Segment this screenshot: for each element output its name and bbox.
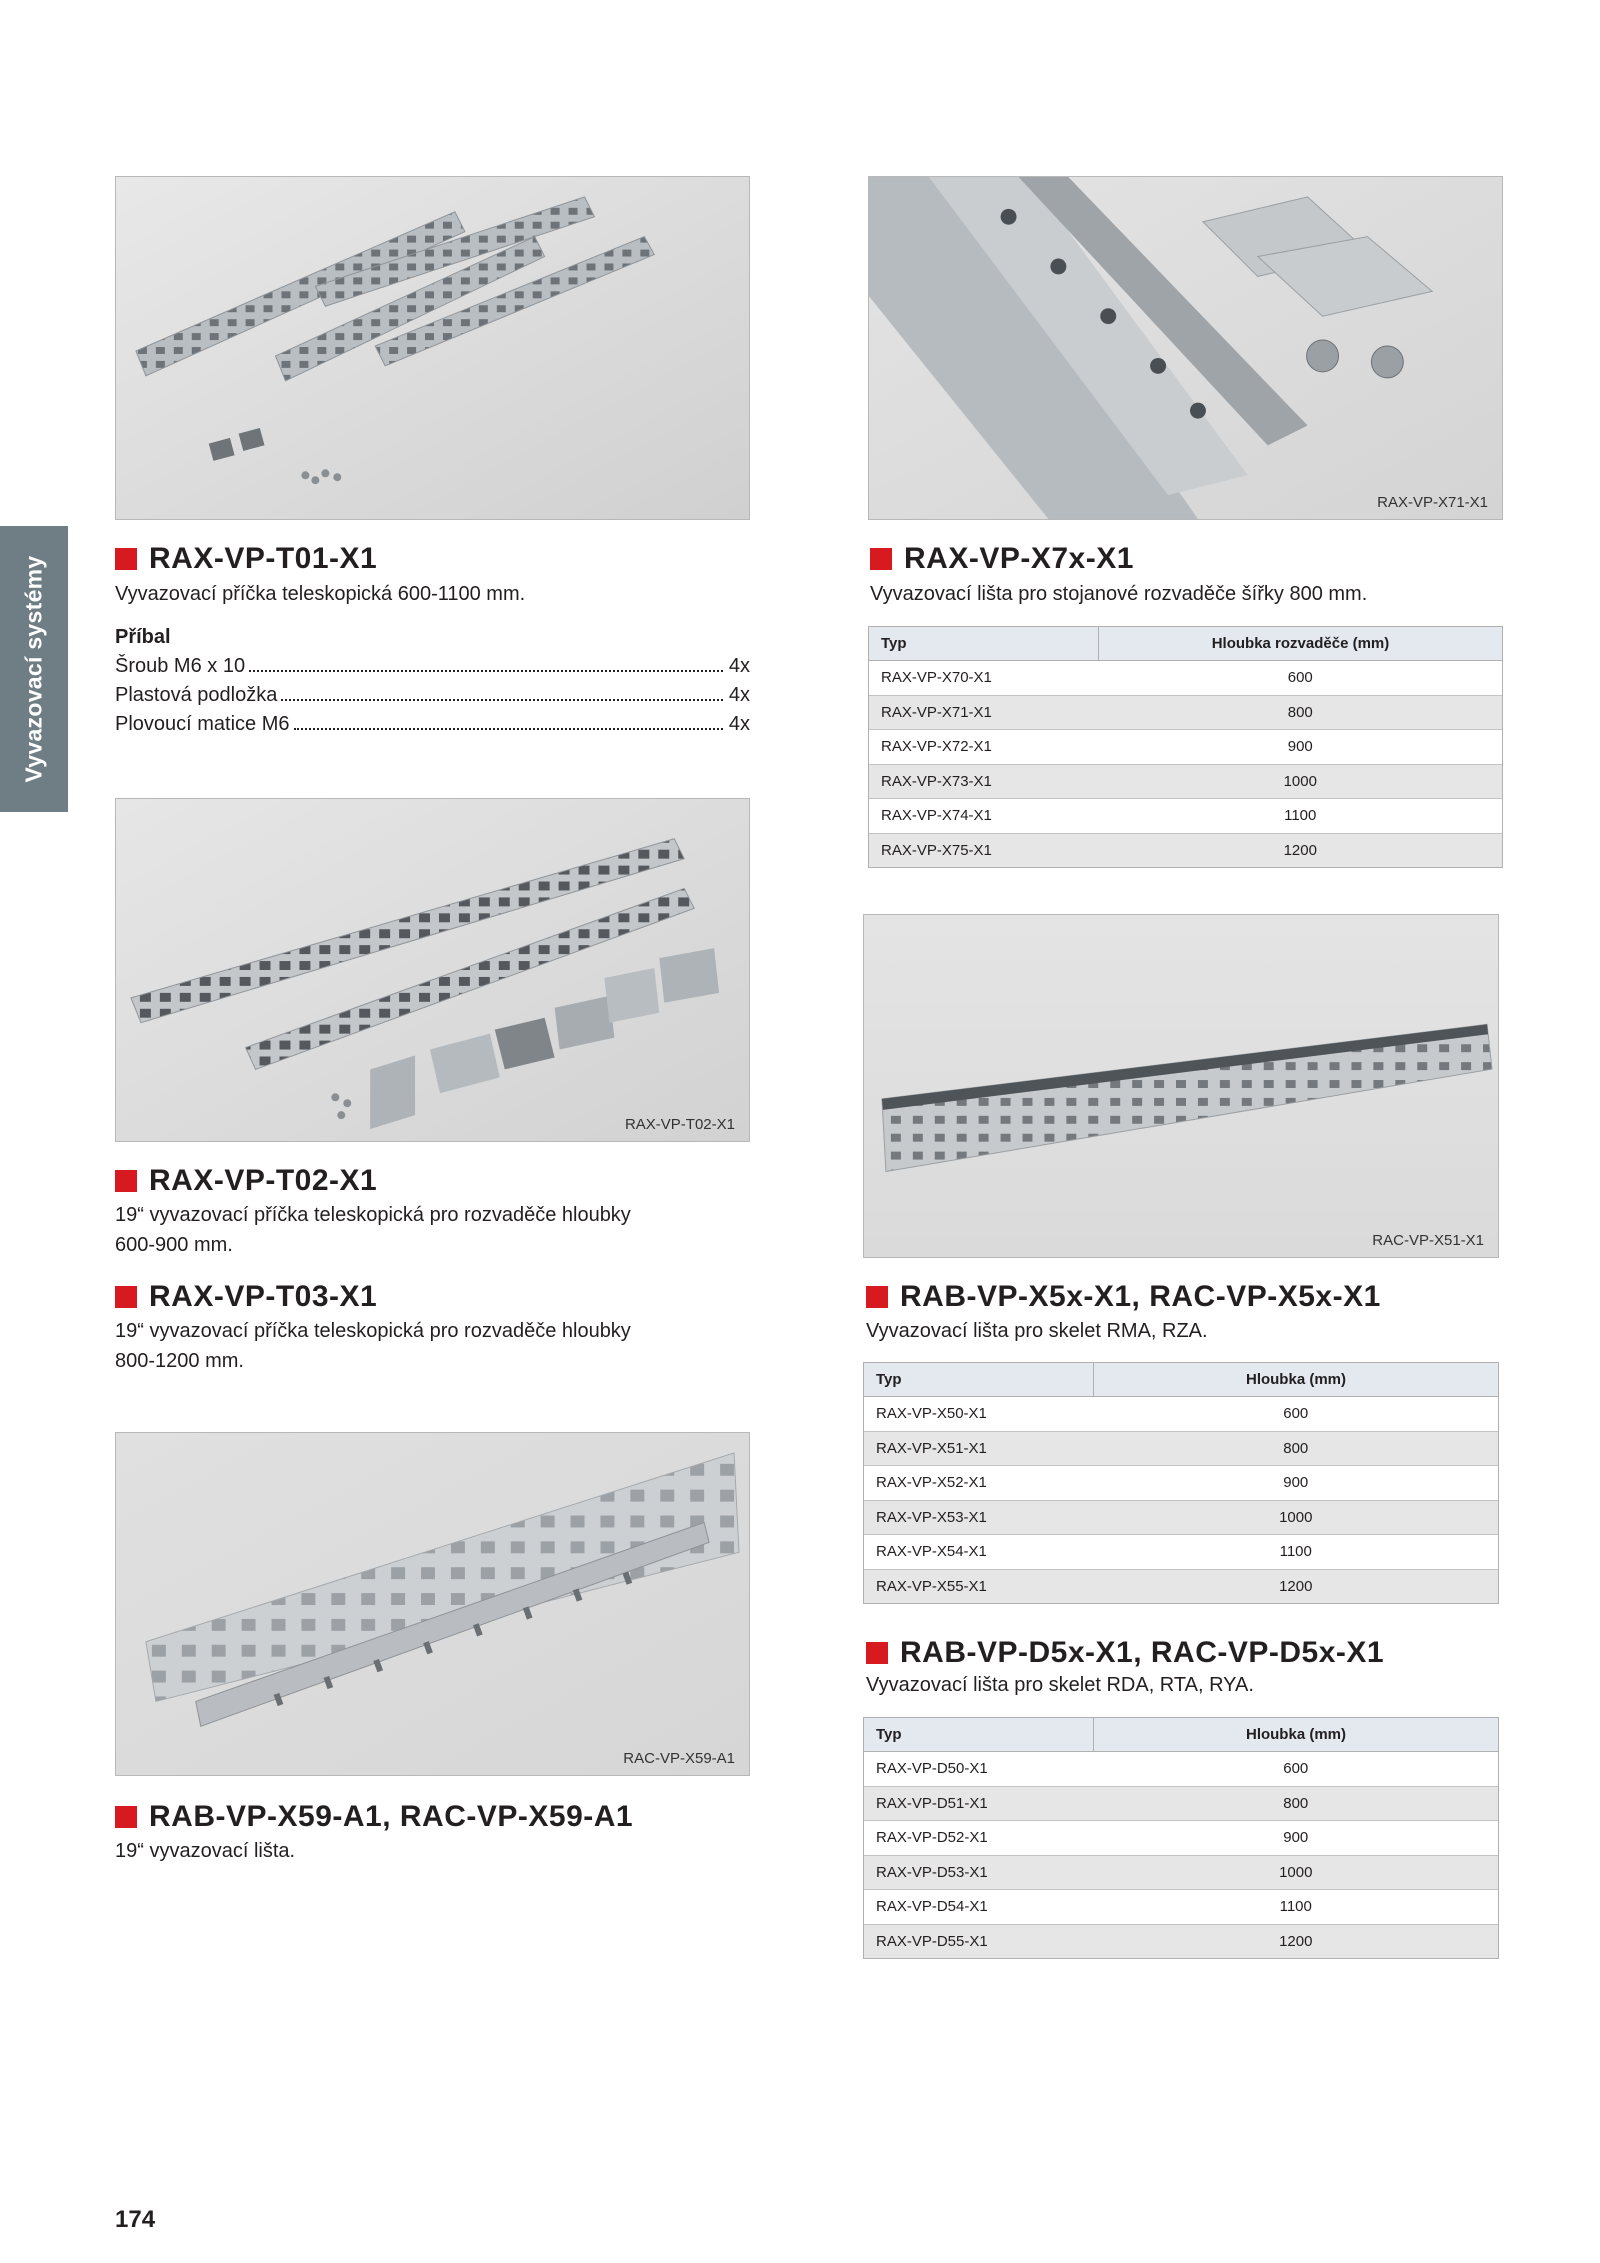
column-header: Typ xyxy=(864,1718,1094,1752)
table-row: RAX-VP-X74-X1 1100 xyxy=(869,799,1503,834)
section-title-x7x: RAX-VP-X7x-X1 xyxy=(870,538,1134,580)
page-number: 174 xyxy=(115,2206,156,2233)
section-desc-x59: 19“ vyvazovací lišta. xyxy=(115,1840,296,1862)
list-item: Plovoucí matice M6 4x xyxy=(115,713,750,735)
red-square-icon xyxy=(115,1170,137,1192)
image-caption: RAC-VP-X59-A1 xyxy=(623,1750,735,1767)
table-row: RAX-VP-X70-X1 600 xyxy=(869,661,1503,696)
product-image-x59 xyxy=(115,1432,750,1776)
section-desc-t01: Vyvazovací příčka teleskopická 600-1100 mm. xyxy=(115,583,526,605)
product-image-t01 xyxy=(115,176,750,520)
section-title-x5x: RAB-VP-X5x-X1, RAC-VP-X5x-X1 xyxy=(866,1276,1381,1318)
red-square-icon xyxy=(870,548,892,570)
section-desc-t03: 19“ vyvazovací příčka teleskopická pro rozvaděče hloubky 800-1200 mm. xyxy=(115,1320,631,1372)
spec-table-d5x xyxy=(863,1717,1499,1959)
red-square-icon xyxy=(115,1806,137,1828)
image-caption: RAX-VP-T02-X1 xyxy=(624,1116,735,1133)
side-tab-label: Vyvazovací systémy xyxy=(20,555,47,783)
table-row: RAX-VP-X73-X1 1000 xyxy=(869,764,1503,799)
table-row: RAX-VP-X54-X1 1100 xyxy=(864,1535,1499,1570)
table-row: RAX-VP-D54-X1 1100 xyxy=(864,1890,1499,1925)
table-row: RAX-VP-D50-X1 600 xyxy=(864,1752,1499,1787)
section-desc-d5x: Vyvazovací lišta pro skelet RDA, RTA, RYA. xyxy=(866,1674,1254,1696)
spec-table-x7x xyxy=(868,626,1503,868)
section-title-x59: RAB-VP-X59-A1, RAC-VP-X59-A1 xyxy=(115,1796,633,1838)
table-row: RAX-VP-X51-X1 800 xyxy=(864,1431,1499,1466)
red-square-icon xyxy=(866,1286,888,1308)
image-caption: RAX-VP-X71-X1 xyxy=(1377,494,1488,511)
table-row: RAX-VP-D51-X1 800 xyxy=(864,1786,1499,1821)
column-header: Hloubka (mm) xyxy=(1094,1718,1499,1752)
side-tab xyxy=(0,526,68,812)
column-header: Typ xyxy=(864,1363,1094,1397)
table-row: RAX-VP-X75-X1 1200 xyxy=(869,833,1503,868)
table-header-row xyxy=(864,1718,1499,1752)
table-header-row xyxy=(869,627,1503,661)
column-header: Typ xyxy=(869,627,1099,661)
spec-table-x5x xyxy=(863,1362,1499,1604)
product-image-x5x xyxy=(863,914,1499,1258)
product-image-x7x xyxy=(868,176,1503,520)
list-item: Plastová podložka 4x xyxy=(115,684,750,706)
table-row: RAX-VP-D52-X1 900 xyxy=(864,1821,1499,1856)
table-row: RAX-VP-X53-X1 1000 xyxy=(864,1500,1499,1535)
table-row: RAX-VP-X55-X1 1200 xyxy=(864,1569,1499,1604)
table-row: RAX-VP-D55-X1 1200 xyxy=(864,1924,1499,1959)
red-square-icon xyxy=(115,1286,137,1308)
product-image-t02 xyxy=(115,798,750,1142)
table-row: RAX-VP-D53-X1 1000 xyxy=(864,1855,1499,1890)
section-title-t01: RAX-VP-T01-X1 xyxy=(115,538,377,580)
table-row: RAX-VP-X72-X1 900 xyxy=(869,730,1503,765)
pribal-list xyxy=(115,622,750,739)
section-desc-t02: 19“ vyvazovací příčka teleskopická pro rozvaděče hloubky 600-900 mm. xyxy=(115,1204,631,1256)
column-header: Hloubka rozvaděče (mm) xyxy=(1099,627,1503,661)
table-row: RAX-VP-X52-X1 900 xyxy=(864,1466,1499,1501)
table-row: RAX-VP-X50-X1 600 xyxy=(864,1397,1499,1432)
red-square-icon xyxy=(115,548,137,570)
section-title-t03: RAX-VP-T03-X1 xyxy=(115,1276,377,1318)
red-square-icon xyxy=(866,1642,888,1664)
table-row: RAX-VP-X71-X1 800 xyxy=(869,695,1503,730)
section-title-t02: RAX-VP-T02-X1 xyxy=(115,1160,377,1202)
pribal-title: Příbal xyxy=(115,626,171,648)
table-header-row xyxy=(864,1363,1499,1397)
image-caption: RAC-VP-X51-X1 xyxy=(1372,1232,1484,1249)
list-item: Šroub M6 x 10 4x xyxy=(115,655,750,677)
section-desc-x7x: Vyvazovací lišta pro stojanové rozvaděče šířky 800 mm. xyxy=(870,583,1368,605)
column-header: Hloubka (mm) xyxy=(1094,1363,1499,1397)
section-title-d5x: RAB-VP-D5x-X1, RAC-VP-D5x-X1 xyxy=(866,1632,1384,1674)
section-desc-x5x: Vyvazovací lišta pro skelet RMA, RZA. xyxy=(866,1320,1208,1342)
